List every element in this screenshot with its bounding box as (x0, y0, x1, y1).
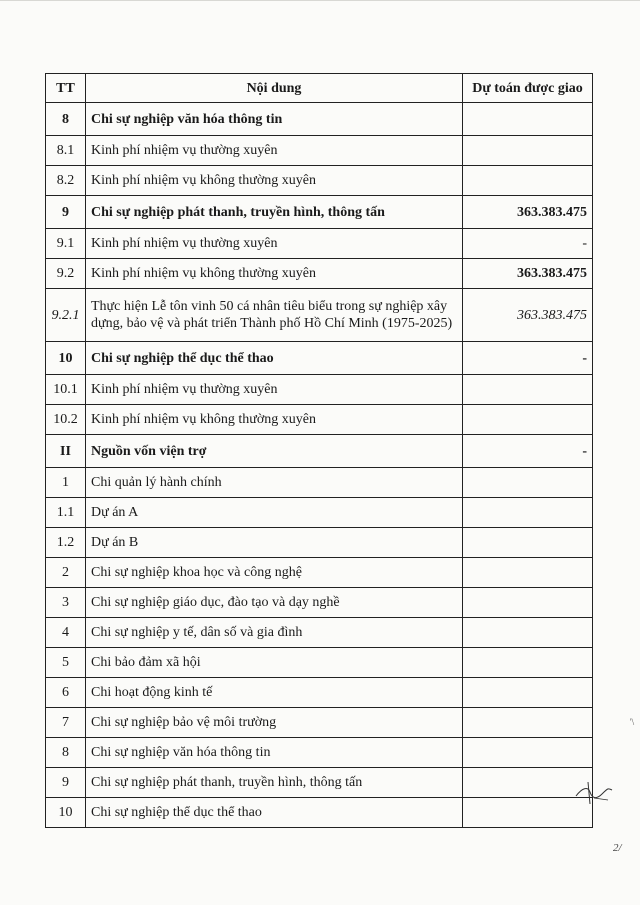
budget-table (45, 73, 593, 828)
row-amount (463, 498, 593, 528)
row-content: Chi sự nghiệp thể dục thể thao (86, 342, 463, 375)
table-row (46, 678, 593, 708)
row-tt: 8 (46, 103, 86, 136)
row-tt: 8.2 (46, 166, 86, 196)
row-content: Chi bảo đảm xã hội (86, 648, 463, 678)
row-content: Chi quản lý hành chính (86, 468, 463, 498)
table-row (46, 259, 593, 289)
row-content: Chi hoạt động kinh tế (86, 678, 463, 708)
row-tt: 10 (46, 342, 86, 375)
row-amount (463, 166, 593, 196)
row-tt: 4 (46, 618, 86, 648)
row-content: Chi sự nghiệp giáo dục, đào tạo và dạy nghề (86, 588, 463, 618)
row-tt: 10.2 (46, 405, 86, 435)
edge-mark: '\ (630, 717, 635, 727)
row-amount (463, 618, 593, 648)
row-tt: 6 (46, 678, 86, 708)
row-amount: 363.383.475 (463, 196, 593, 229)
table-row (46, 558, 593, 588)
row-content: Kinh phí nhiệm vụ thường xuyên (86, 375, 463, 405)
row-content: Kinh phí nhiệm vụ thường xuyên (86, 136, 463, 166)
row-amount (463, 708, 593, 738)
row-amount: - (463, 342, 593, 375)
table-header-row (46, 74, 593, 103)
row-tt: 8.1 (46, 136, 86, 166)
row-amount (463, 678, 593, 708)
table-row (46, 196, 593, 229)
row-amount: - (463, 229, 593, 259)
row-amount: 363.383.475 (463, 259, 593, 289)
row-content: Chi sự nghiệp y tế, dân số và gia đình (86, 618, 463, 648)
table-row (46, 798, 593, 828)
row-amount (463, 738, 593, 768)
row-content: Kinh phí nhiệm vụ thường xuyên (86, 229, 463, 259)
row-tt: 1.2 (46, 528, 86, 558)
row-amount (463, 103, 593, 136)
row-content: Chi sự nghiệp văn hóa thông tin (86, 103, 463, 136)
row-amount (463, 648, 593, 678)
row-amount (463, 528, 593, 558)
row-tt: II (46, 435, 86, 468)
table-row (46, 738, 593, 768)
row-tt: 3 (46, 588, 86, 618)
table-row (46, 342, 593, 375)
table-row (46, 435, 593, 468)
row-amount (463, 405, 593, 435)
table-row (46, 498, 593, 528)
table-row (46, 528, 593, 558)
table-row (46, 375, 593, 405)
row-tt: 9.2.1 (46, 289, 86, 342)
row-content: Chi sự nghiệp phát thanh, truyền hình, thông tấn (86, 196, 463, 229)
row-tt: 8 (46, 738, 86, 768)
table-row (46, 405, 593, 435)
row-content: Chi sự nghiệp thể dục thể thao (86, 798, 463, 828)
row-tt: 10.1 (46, 375, 86, 405)
table-row (46, 588, 593, 618)
header-tt: TT (46, 74, 86, 103)
row-content: Thực hiện Lễ tôn vinh 50 cá nhân tiêu biểu trong sự nghiệp xây dựng, bảo vệ và phát triển Thành phố Hồ Chí Minh (1975-2025) (86, 289, 463, 342)
table-row (46, 103, 593, 136)
row-amount (463, 136, 593, 166)
row-amount (463, 468, 593, 498)
row-amount (463, 375, 593, 405)
table-row (46, 468, 593, 498)
row-content: Nguồn vốn viện trợ (86, 435, 463, 468)
row-content: Kinh phí nhiệm vụ không thường xuyên (86, 259, 463, 289)
scan-edge (0, 0, 640, 7)
table-row (46, 648, 593, 678)
row-content: Chi sự nghiệp phát thanh, truyền hình, thông tấn (86, 768, 463, 798)
row-tt: 9 (46, 196, 86, 229)
header-amount: Dự toán được giao (463, 74, 593, 103)
table-row (46, 768, 593, 798)
row-tt: 10 (46, 798, 86, 828)
row-content: Chi sự nghiệp bảo vệ môi trường (86, 708, 463, 738)
row-amount (463, 588, 593, 618)
table-row (46, 618, 593, 648)
table-row (46, 229, 593, 259)
page-number: 2/ (613, 842, 622, 854)
row-content: Kinh phí nhiệm vụ không thường xuyên (86, 166, 463, 196)
row-content: Dự án B (86, 528, 463, 558)
row-amount (463, 558, 593, 588)
row-content: Dự án A (86, 498, 463, 528)
row-tt: 9.1 (46, 229, 86, 259)
row-tt: 9.2 (46, 259, 86, 289)
row-tt: 2 (46, 558, 86, 588)
table-row (46, 136, 593, 166)
row-amount (463, 798, 593, 828)
header-content: Nội dung (86, 74, 463, 103)
row-tt: 1.1 (46, 498, 86, 528)
row-content: Chi sự nghiệp văn hóa thông tin (86, 738, 463, 768)
table-row (46, 166, 593, 196)
row-tt: 5 (46, 648, 86, 678)
row-amount: - (463, 435, 593, 468)
table-row (46, 708, 593, 738)
row-amount (463, 768, 593, 798)
row-tt: 1 (46, 468, 86, 498)
initials-mark (574, 778, 614, 806)
row-content: Chi sự nghiệp khoa học và công nghệ (86, 558, 463, 588)
row-tt: 7 (46, 708, 86, 738)
row-amount: 363.383.475 (463, 289, 593, 342)
table-row (46, 289, 593, 342)
row-tt: 9 (46, 768, 86, 798)
row-content: Kinh phí nhiệm vụ không thường xuyên (86, 405, 463, 435)
